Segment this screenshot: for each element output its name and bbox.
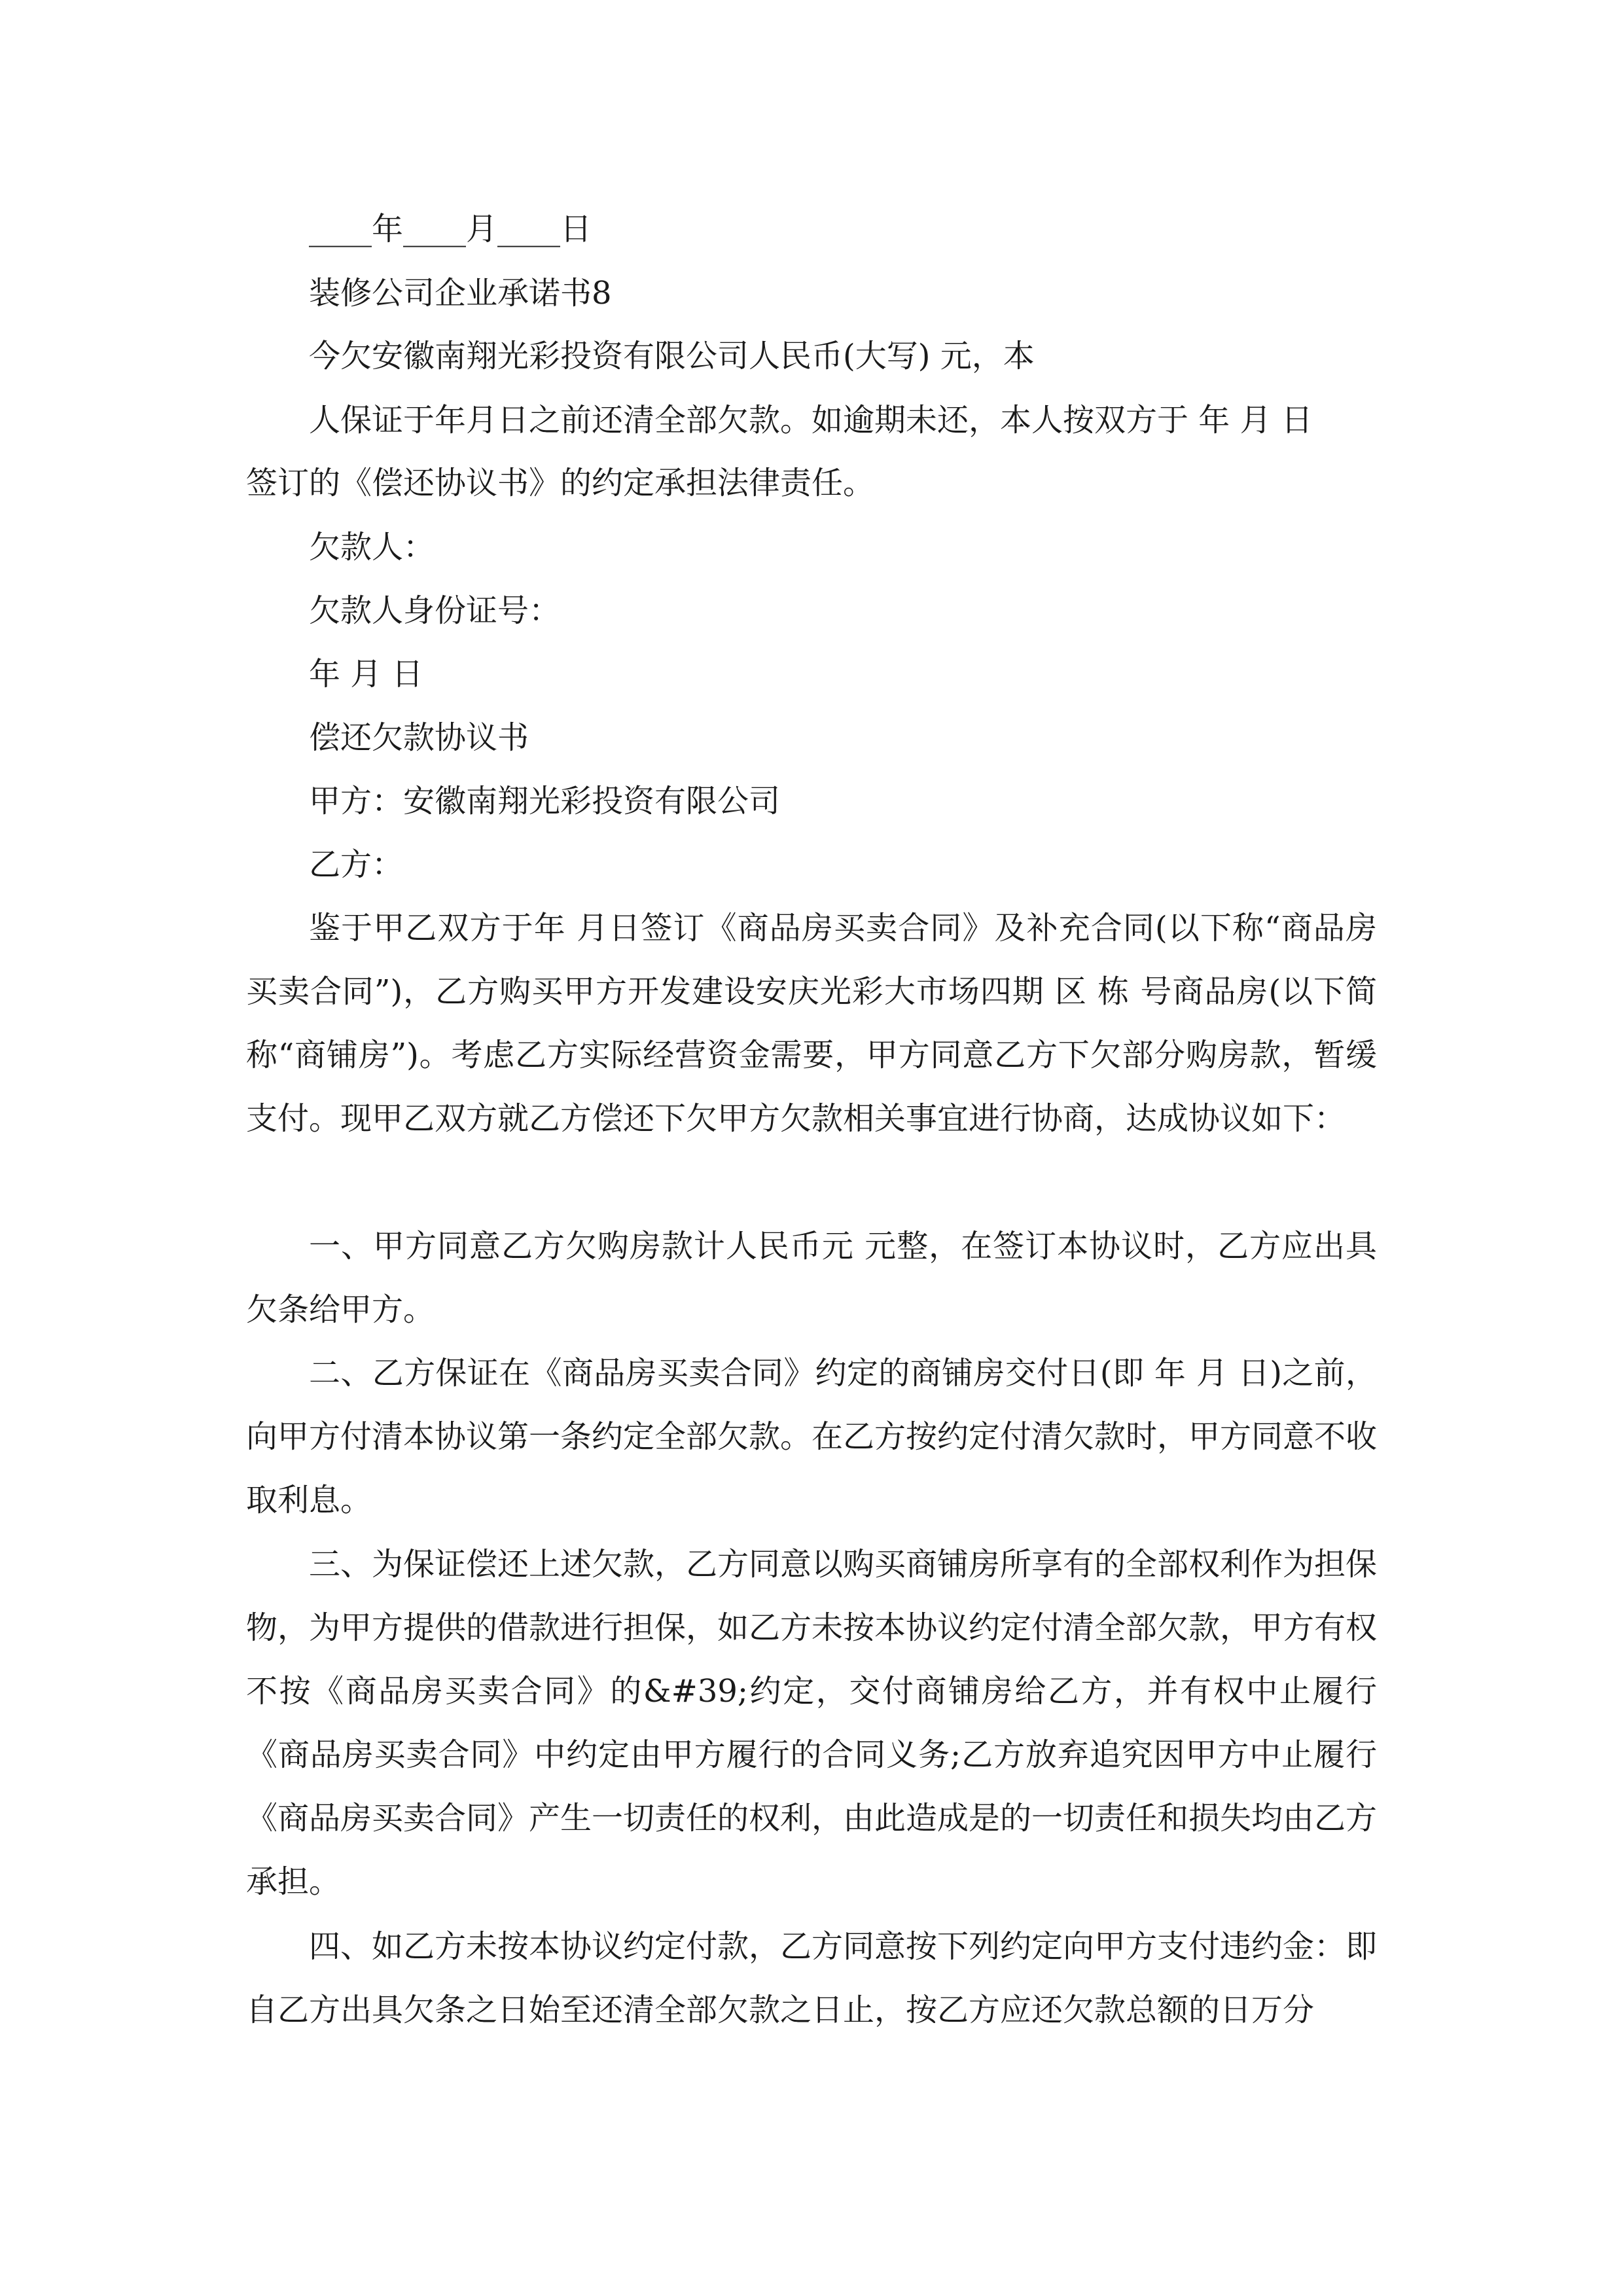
clause-2-paragraph: 二、乙方保证在《商品房买卖合同》约定的商铺房交付日(即 年 月 日)之前，向甲方付清本协议第一条约定全部欠款。在乙方按约定付清欠款时，甲方同意不收取利息。 — [246, 1355, 1378, 1518]
debtor-label: 欠款人： — [309, 529, 435, 565]
preamble-paragraph: 鉴于甲乙双方于年 月日签订《商品房买卖合同》及补充合同(以下称“商品房买卖合同”)，乙方购买甲方开发建设安庆光彩大市场四期 区 栋 号商品房(以下简称“商铺房”)。考虑乙方实际经营资金需要，甲方同意乙方下欠部分购房款，暂缓支付。现甲乙双方就乙方偿还下欠甲方欠款相关事宜进行协商，达成协议如下： — [246, 910, 1377, 1137]
clause-1-paragraph: 一、甲方同意乙方欠购房款计人民币元 元整，在签订本协议时，乙方应出具欠条给甲方。 — [246, 1228, 1377, 1328]
clause-4-paragraph: 四、如乙方未按本协议约定付款，乙方同意按下列约定向甲方支付违约金：即自乙方出具欠条之日始至还清全部欠款之日止，按乙方应还欠款总额的日万分 — [246, 1928, 1378, 2028]
iou-line-3: 签订的《偿还协议书》的约定承担法律责任。 — [246, 465, 875, 501]
date-blank-line: ____年____月____日 — [309, 211, 592, 247]
clause-3-paragraph: 三、为保证偿还上述欠款，乙方同意以购买商铺房所享有的全部权利作为担保物，为甲方提供的借款进行担保，如乙方未按本协议约定付清全部欠款，甲方有权不按《商品房买卖合同》的&#39;约定，交付商铺房给乙方，并有权中止履行《商品房买卖合同》中约定由甲方履行的合同义务;乙方放弃追究因甲方中止履行《商品房买卖合同》产生一切责任的权利，由此造成是的一切责任和损失均由乙方承担。 — [246, 1546, 1378, 1900]
party-b: 乙方： — [309, 846, 404, 883]
party-a: 甲方：安徽南翔光彩投资有限公司 — [309, 783, 781, 819]
iou-line-1: 今欠安徽南翔光彩投资有限公司人民币(大写) 元，本 — [309, 338, 1035, 374]
iou-line-2: 人保证于年月日之前还清全部欠款。如逾期未还，本人按双方于 年 月 日 — [309, 402, 1313, 439]
date-line: 年 月 日 — [309, 656, 423, 692]
commitment-heading: 装修公司企业承诺书8 — [309, 275, 612, 312]
debtor-id-label: 欠款人身份证号： — [309, 592, 561, 629]
agreement-title: 偿还欠款协议书 — [309, 719, 529, 756]
